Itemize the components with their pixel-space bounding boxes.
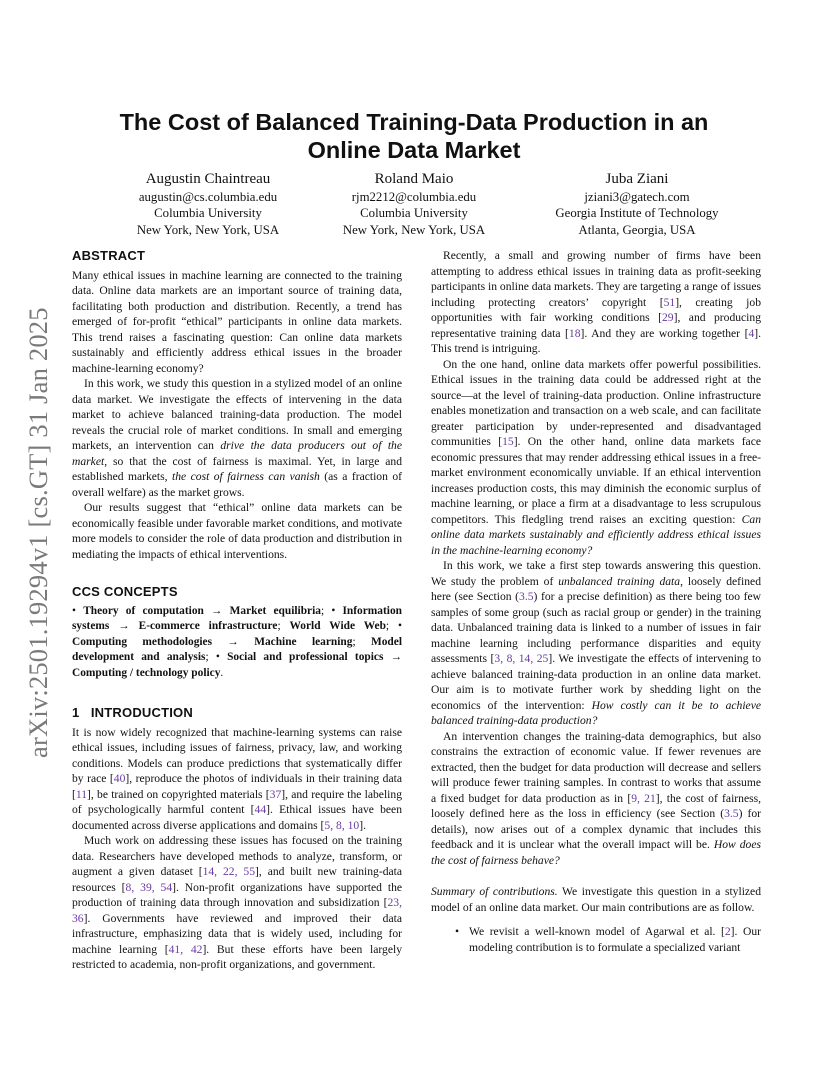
bullet-dot: • — [455, 925, 460, 938]
author-name: Augustin Chaintreau — [145, 171, 271, 187]
arxiv-identifier-stamp — [14, 270, 53, 770]
introduction-heading: 1 INTRODUCTION — [72, 705, 193, 720]
citation-link[interactable]: 40 — [113, 772, 126, 785]
citation-link[interactable]: 41, 42 — [168, 942, 203, 956]
citation-link[interactable]: 29 — [661, 311, 674, 324]
citation-link[interactable]: 5, 8, 10 — [324, 818, 360, 832]
author-affiliation: Columbia University — [154, 206, 262, 221]
ccs-concepts-heading: CCS CONCEPTS — [72, 584, 178, 599]
summary-label: Summary of contributions. — [431, 885, 558, 898]
emphasis: How costly can it be to achieve balanced training-data production? — [431, 698, 761, 727]
emphasis: Can online data markets sustainably and efficiently address ethical issues in the machine-learning economy? — [431, 512, 761, 557]
right-paragraph-2: On the one hand, online data markets offer powerful possibilities. Ethical issues in the training data could be addressed right at the source—at the level of training-data production. Online infrastructure enables monetization and transaction on a web scale, and can facilitate greater participation by under-represented and disadvantaged communities [15]. On the other hand, online data markets face economic pressures that may render addressing ethical issues in a free-market environment economically unviable. If an ethical intervention increases production costs, this may diminish the economic surplus of machine learning, or place a firm at a disadvantage to less scrupulous competitors. This fledgling trend raises an exciting question: Can online data markets sustainably and efficiently address ethical issues in the machine-learning economy? — [431, 357, 761, 557]
author-block-2 — [294, 170, 534, 238]
citation-link[interactable]: 8, 39, 54 — [125, 880, 173, 894]
author-email[interactable]: augustin@cs.columbia.edu — [138, 190, 278, 204]
right-paragraph-3: In this work, we take a first step towards answering this question. We study the problem of unbalanced training data, loosely defined here (see Section (3.5) for a precise definition) as there being too few samples of some group (such as racial group or gender) in the training data. Unbalanced training data is linked to a number of issues in fair machine learning including performance disparities and equity assessments [3, 8, 14, 25]. We investigate the effects of intervening to achieve balanced training-data production in an online data market. Our aim is to motivate further work by shedding light on the economics of the intervention: How costly can it be to achieve balanced training-data production? — [431, 559, 762, 727]
arxiv-stamp-text: arXiv:2501.19294v1 [cs.GT] 31 Jan 2025 — [23, 307, 53, 758]
citation-link[interactable]: 23, 36 — [72, 896, 402, 925]
contribution-bullet: • We revisit a well-known model of Agarwal et al. [2]. Our modeling contribution is to formulate a specialized variant — [455, 925, 761, 954]
citation-link[interactable]: 37 — [269, 787, 282, 801]
author-email[interactable]: jziani3@gatech.com — [584, 190, 690, 204]
citation-link[interactable]: 9, 21 — [631, 791, 656, 805]
summary-paragraph: Summary of contributions. We investigate this question in a stylized model of an online data market. Our main contributions are as follow. — [431, 885, 762, 914]
section-link[interactable]: 3.5 — [724, 807, 739, 820]
citation-link[interactable]: 15 — [502, 435, 514, 448]
ccs-concepts-list: • Theory of computation → Market equilibria; • Information systems → E-commerce infrastructure; World Wide Web; • Computing methodologies → Machine learning; Model development and analysis; • Social and professional topics → Computing / technology policy. — [72, 604, 403, 679]
author-name: Juba Ziani — [605, 171, 669, 187]
author-block-1 — [88, 170, 328, 238]
right-paragraph-1: Recently, a small and growing number of firms have been attempting to address ethical issues in training data as profit-seeking participants in online data markets. They are targeting a range of issues including protecting creators’ copyright [51], creating job opportunities with fair working conditions [29], and producing representative training data [18]. And they are working together [4]. This trend is intriguing. — [431, 249, 761, 355]
citation-link[interactable]: 14, 22, 55 — [202, 865, 256, 878]
citation-link[interactable]: 3, 8, 14, 25 — [494, 652, 549, 665]
author-location: New York, New York, USA — [342, 222, 486, 237]
author-affiliation: Georgia Institute of Technology — [555, 206, 719, 221]
abstract-paragraph-1: Many ethical issues in machine learning are connected to the training data. Online data markets are an important source of training data, facilitating both production and distribution. Recently, a trend has emerged of for-profit “ethical” participants in online data markets. This trend raises a fascinating question: Can online data markets sustainably and efficiently address ethical issues in the broader machine-learning economy? — [72, 268, 402, 375]
citation-link[interactable]: 4 — [748, 326, 755, 340]
abstract-paragraph-3: Our results suggest that “ethical” online data markets can be economically feasible under favorable market conditions, and motivate more models to consider the role of data production and distribution in mediating the impacts of ethical interventions. — [72, 501, 402, 561]
author-email[interactable]: rjm2212@columbia.edu — [351, 190, 477, 204]
intro-paragraph-1: It is now widely recognized that machine-learning systems can raise ethical issues, including issues of fairness, privacy, law, and working conditions. Models can produce predictions that systematically differ by race [40], reproduce the photos of individuals in their training data [11], be trained on copyrighted materials [37], and require the labeling of psychologically harmful content [44]. Ethical issues have been documented across diverse applications and domains [5, 8, 10]. — [72, 725, 402, 832]
author-location: Atlanta, Georgia, USA — [578, 222, 696, 237]
citation-link[interactable]: 51 — [663, 295, 676, 309]
emphasis: unbalanced training data — [558, 574, 681, 588]
author-block-3 — [517, 170, 757, 238]
citation-link[interactable]: 44 — [254, 803, 267, 816]
section-link[interactable]: 3.5 — [519, 590, 534, 603]
right-paragraph-4: An intervention changes the training-data demographics, but also constrains the extraction of economic value. If fewer revenues are extracted, then the budget for data production will decrease and sellers will produce fewer training samples. In contrast to works that assume a fixed budget for data production as in [9, 21], the cost of fairness, loosely defined here as the loss in efficiency (see Section (3.5) for details), now arises out of a complex dynamic that includes this feedback and it is unclear what the overall impact will be. How does the cost of fairness behave? — [431, 729, 762, 867]
right-column — [431, 248, 761, 955]
emphasis: the cost of fairness can vanish — [172, 470, 320, 483]
intro-paragraph-2: Much work on addressing these issues has focused on the training data. Researchers have developed methods to analyze, transform, or augment a given dataset [14, 22, 55], and built new training-data resources [8, 39, 54]. Non-profit organizations have supported the production of training data through innovation and subsidization [23, 36]. Governments have reviewed and improved their data infrastructure, emphasizing data that is widely used, including for machine learning [41, 42]. But these efforts have been largely restricted to academia, non-profit organizations, and government. — [72, 834, 403, 971]
paper-title: The Cost of Balanced Training-Data Production in an Online Data Market — [119, 109, 709, 163]
citation-link[interactable]: 2 — [724, 925, 731, 938]
abstract-heading: ABSTRACT — [72, 248, 146, 263]
citation-link[interactable]: 18 — [568, 326, 581, 340]
author-affiliation: Columbia University — [360, 206, 468, 221]
author-location: New York, New York, USA — [136, 222, 280, 237]
left-column — [72, 248, 402, 973]
emphasis: drive the data producers out of the market — [72, 439, 402, 468]
citation-link[interactable]: 11 — [75, 787, 88, 801]
author-name: Roland Maio — [374, 171, 454, 187]
emphasis: How does the cost of fairness behave? — [431, 838, 762, 867]
abstract-paragraph-2: In this work, we study this question in a stylized model of an online data market. We investigate the effects of intervening in the data market to achieve balanced training-data production. The model reveals the crucial role of market conditions. In small and emerging markets, an intervention can drive the data producers out of the market, so that the cost of fairness is maximal. Yet, in large and established markets, the cost of fairness can vanish (as a fraction of overall welfare) as the market grows. — [72, 377, 403, 499]
